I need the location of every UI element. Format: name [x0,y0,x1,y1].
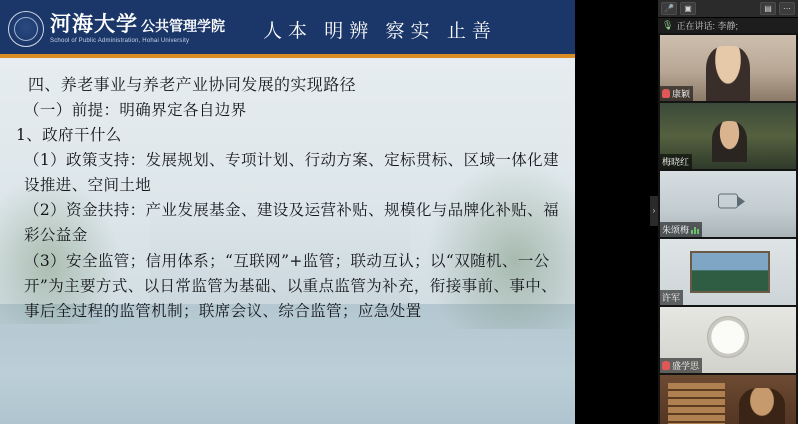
collapse-gallery-button[interactable]: › [650,196,658,226]
participant-tile[interactable] [660,307,796,373]
participant-tile[interactable] [660,103,796,169]
university-name-cn: 河海大学 [50,13,138,36]
participant-name: 盛学思 [672,361,700,371]
more-toolbar-button[interactable]: ⋯ [779,2,795,15]
slide-header-motto: 人本 明辨 察实 止善 [263,20,497,42]
participant-label [660,358,702,373]
layout-toolbar-button[interactable]: ▤ [760,2,776,15]
slide-line: 四、养老事业与养老产业协同发展的实现路径 [28,75,357,94]
participant-name: 康颖 [672,89,691,99]
participant-gallery [658,0,798,424]
audio-level-icon [691,225,699,234]
share-letterbox [575,0,658,424]
speaking-status-bar [658,18,798,33]
microphone-muted-icon [662,361,670,370]
slide-body [0,58,575,424]
participant-tile[interactable] [660,239,796,305]
school-name-cn: 公共管理学院 [141,18,225,34]
mic-toolbar-button[interactable]: 🎤 [661,2,677,15]
slide-line: 1、政府干什么 [16,126,122,145]
participant-label [660,222,702,237]
speaking-status-text: 正在讲话: 李静; [676,21,738,31]
participant-label [660,86,693,101]
camera-off-icon [718,194,738,209]
university-name-en: School of Public Administration, Hohai University [50,38,190,44]
slide-line: （一）前提：明确界定各自边界 [24,100,247,119]
participant-tile[interactable] [660,375,796,424]
participant-tile-list [658,33,798,424]
participant-tile-active[interactable] [660,171,796,237]
participant-name: 朱颂梅 [662,225,690,235]
slide-line: （3）安全监管；信用体系；“互联网”+监管；联动互认；以“双随机、一公开”为主要方式、以日常监管为基础、以重点监管为补充，衔接事前、事中、事后全过程的监管机制；联席会议、综合监管；应急处置 [24,251,558,320]
participant-label [660,154,692,169]
gallery-toolbar [658,0,798,18]
university-seal-icon [8,11,44,47]
slide-line: （2）资金扶持：产业发展基金、建设及运营补贴、规模化与品牌化补贴、福彩公益金 [24,201,559,245]
university-logo [0,11,225,47]
camera-toolbar-button[interactable]: ▣ [680,2,696,15]
participant-tile[interactable] [660,35,796,101]
participant-video [660,375,796,424]
participant-name: 许军 [662,293,681,303]
slide-text-block [16,72,563,324]
slide-header [0,0,575,58]
microphone-icon: 🎙 [662,20,674,30]
microphone-muted-icon [662,89,670,98]
participant-label [660,290,683,305]
slide-line: （1）政策支持：发展规划、专项计划、行动方案、定标贯标、区域一体化建设推进、空间土地 [24,151,559,195]
participant-name: 梅晓红 [662,157,690,167]
